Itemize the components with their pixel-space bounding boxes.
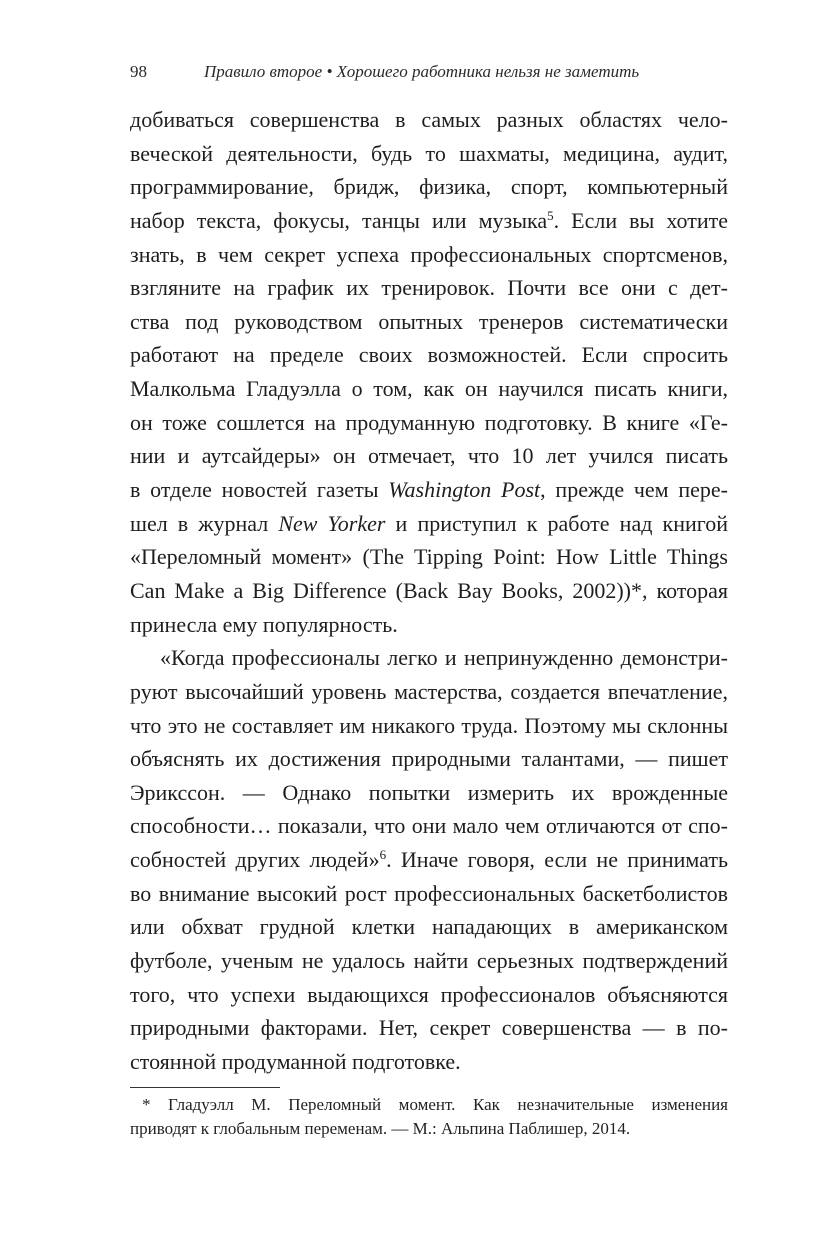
text-line: веческой деятельности, будь то шахматы, медицина, аудит, xyxy=(130,140,728,166)
text-span: . Иначе говоря, если не принимать xyxy=(386,847,728,873)
footnote-line: приводят к глобальным переменам. — М.: Альпина Паблишер, 2014. xyxy=(130,1119,631,1138)
text-line: что это не составляет им никакого труда. Поэтому мы склонны xyxy=(130,712,728,738)
text-line: природными факторами. Нет, секрет совершенства — в по- xyxy=(130,1015,728,1041)
text-line: добиваться совершенства в самых разных областях чело- xyxy=(130,107,728,132)
text-span: и приступил к работе над книгой xyxy=(385,510,728,536)
text-span: шел в журнал xyxy=(130,510,279,536)
endnote-marker-6: 6 xyxy=(379,847,387,863)
text-line: того, что успехи выдающихся профессионалов объясняются xyxy=(130,981,728,1007)
text-line: взгляните на график их тренировок. Почти все они с дет- xyxy=(130,275,728,301)
endnote-marker-5: 5 xyxy=(547,207,554,223)
paragraph-1 xyxy=(130,103,728,641)
text-line: или обхват грудной клетки нападающих в американском xyxy=(130,914,728,940)
paragraph-2 xyxy=(130,641,728,1078)
publication-title: Washington Post xyxy=(388,477,541,503)
running-head: Правило второе • Хорошего работника нельзя не заметить xyxy=(204,62,640,81)
text-line: знать, в чем секрет успеха профессиональных спортсменов, xyxy=(130,241,728,267)
text-span: в отделе новостей газеты xyxy=(130,477,389,503)
text-span: , прежде чем пере- xyxy=(540,477,728,503)
body-text xyxy=(130,103,728,1079)
text-line: способности… показали, что они мало чем отличаются от спо- xyxy=(130,813,728,839)
text-line: программирование, бридж, физика, спорт, компьютерный xyxy=(130,174,728,200)
text-line xyxy=(130,507,728,541)
text-line: «Когда профессионалы легко и непринужденно демонстри- xyxy=(160,645,728,671)
text-line: ства под руководством опытных тренеров систематически xyxy=(130,308,728,334)
text-line: он тоже сошлется на продуманную подготовку. В книге «Ге- xyxy=(130,409,728,435)
text-span: собностей других людей» xyxy=(130,847,380,873)
footnote xyxy=(130,1093,728,1141)
text-line: принесла ему популярность. xyxy=(130,611,398,637)
text-line xyxy=(130,204,728,238)
text-line: стоянной продуманной подготовке. xyxy=(130,1048,461,1074)
text-span: . Если вы хотите xyxy=(553,207,728,233)
text-line: Эрикссон. — Однако попытки измерить их врожденные xyxy=(130,779,728,805)
text-line: объяснять их достижения природными талантами, — пишет xyxy=(130,746,728,772)
page-header xyxy=(130,62,730,88)
publication-title: New Yorker xyxy=(278,510,386,536)
text-line xyxy=(130,473,728,507)
footnote-rule xyxy=(130,1087,280,1088)
text-line: Can Make a Big Difference (Back Bay Books, 2002))*, которая xyxy=(130,577,728,603)
text-line xyxy=(130,843,728,877)
text-line: во внимание высокий рост профессиональных баскетболистов xyxy=(130,880,728,906)
text-line: футболе, ученым не удалось найти серьезных подтверждений xyxy=(130,948,728,974)
text-line: нии и аутсайдеры» он отмечает, что 10 лет учился писать xyxy=(130,443,728,469)
text-span: набор текста, фокусы, танцы или музыка xyxy=(130,207,548,233)
text-line: руют высочайший уровень мастерства, создается впечатление, xyxy=(130,678,728,704)
text-line: Малкольма Гладуэлла о том, как он научился писать книги, xyxy=(130,376,728,402)
page-number: 98 xyxy=(130,62,147,81)
text-line: работают на пределе своих возможностей. Если спросить xyxy=(130,342,728,368)
text-line: «Переломный момент» (The Tipping Point: How Little Things xyxy=(130,544,728,570)
footnote-line: * Гладуэлл М. Переломный момент. Как незначительные изменения xyxy=(142,1095,728,1114)
